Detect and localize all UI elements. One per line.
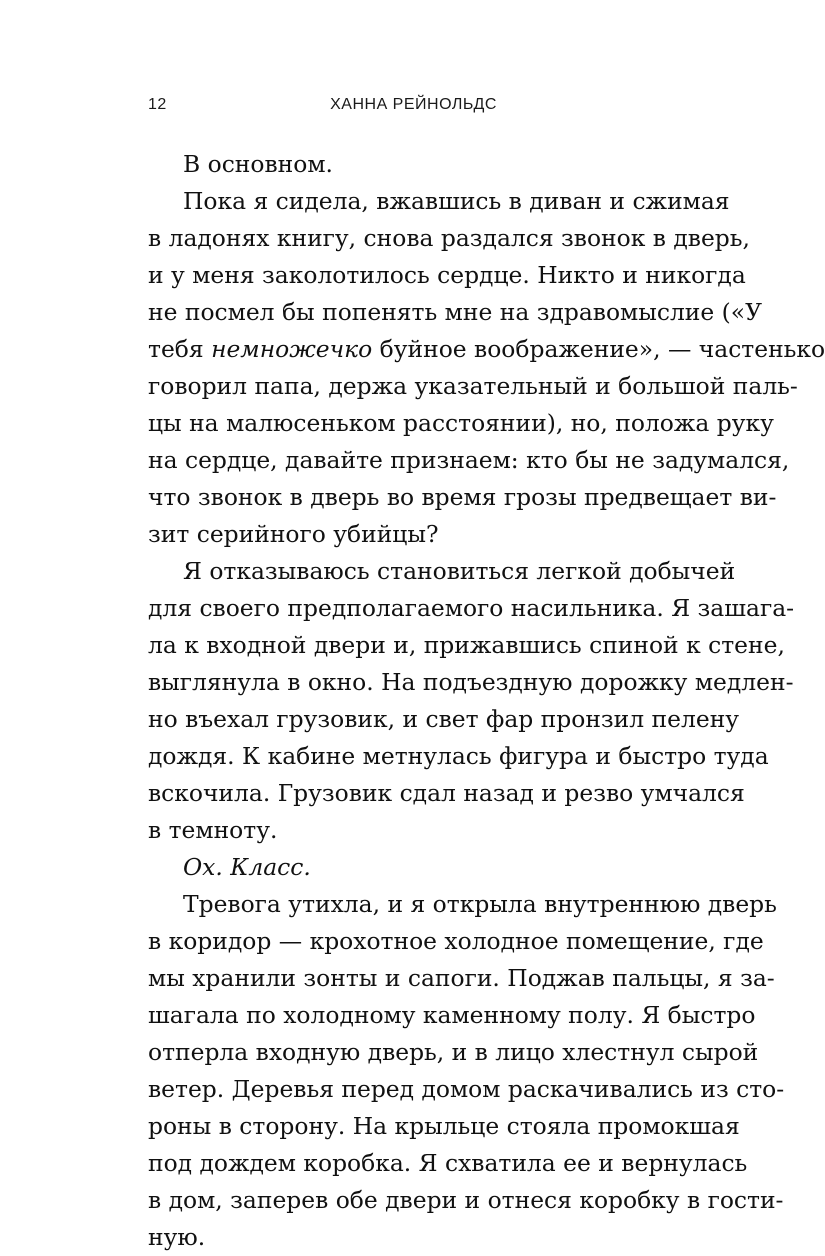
text-line: под дождем коробка. Я схватила ее и вернулась [148,1149,748,1177]
text-line: Я отказываюсь становиться легкой добычей [183,557,736,585]
text-run: тебя [148,335,212,363]
text-line: Тревога утихла, и я открыла внутреннюю дверь [183,890,777,918]
text-line: зит серийного убийцы? [148,520,439,548]
italic-line: Ох. Класс. [183,853,311,881]
text-line: в дом, заперев обе двери и отнеся коробку в гости- [148,1186,784,1214]
text-line-with-emphasis [148,331,825,368]
text-line: вскочила. Грузовик сдал назад и резво умчался [148,779,745,807]
text-line: для своего предполагаемого насильника. Я зашага- [148,594,795,622]
running-head: ХАННА РЕЙНОЛЬДС [330,96,497,113]
text-line: выглянула в окно. На подъездную дорожку медлен- [148,668,794,696]
text-run: буйное воображение», — частенько [372,335,825,363]
text-line: на сердце, давайте признаем: кто бы не задумался, [148,446,790,474]
text-line: дождя. К кабине метнулась фигура и быстро туда [148,742,769,770]
text-line: в коридор — крохотное холодное помещение, где [148,927,764,955]
page-number: 12 [148,96,167,113]
text-line: отперла входную дверь, и в лицо хлестнул сырой [148,1038,759,1066]
text-line: В основном. [183,150,333,178]
text-line: Пока я сидела, вжавшись в диван и сжимая [183,187,730,215]
text-line: но въехал грузовик, и свет фар пронзил пелену [148,705,740,733]
text-line: шагала по холодному каменному полу. Я быстро [148,1001,756,1029]
text-line: в темноту. [148,816,278,844]
text-line: ветер. Деревья перед домом раскачивались из сто- [148,1075,785,1103]
text-line: роны в сторону. На крыльце стояла промокшая [148,1112,740,1140]
text-line: мы хранили зонты и сапоги. Поджав пальцы, я за- [148,964,775,992]
text-line: говорил папа, держа указательный и большой паль- [148,372,798,400]
text-line: ную. [148,1223,206,1251]
page-header [148,96,679,120]
text-line: ла к входной двери и, прижавшись спиной к стене, [148,631,785,659]
text-line: в ладонях книгу, снова раздался звонок в дверь, [148,224,750,252]
text-line: и у меня заколотилось сердце. Никто и никогда [148,261,746,289]
text-line: что звонок в дверь во время грозы предвещает ви- [148,483,777,511]
emphasized-word: немножечко [211,335,373,363]
text-line: цы на малюсеньком расстоянии), но, положа руку [148,409,774,437]
text-line: не посмел бы попенять мне на здравомыслие («У [148,298,763,326]
